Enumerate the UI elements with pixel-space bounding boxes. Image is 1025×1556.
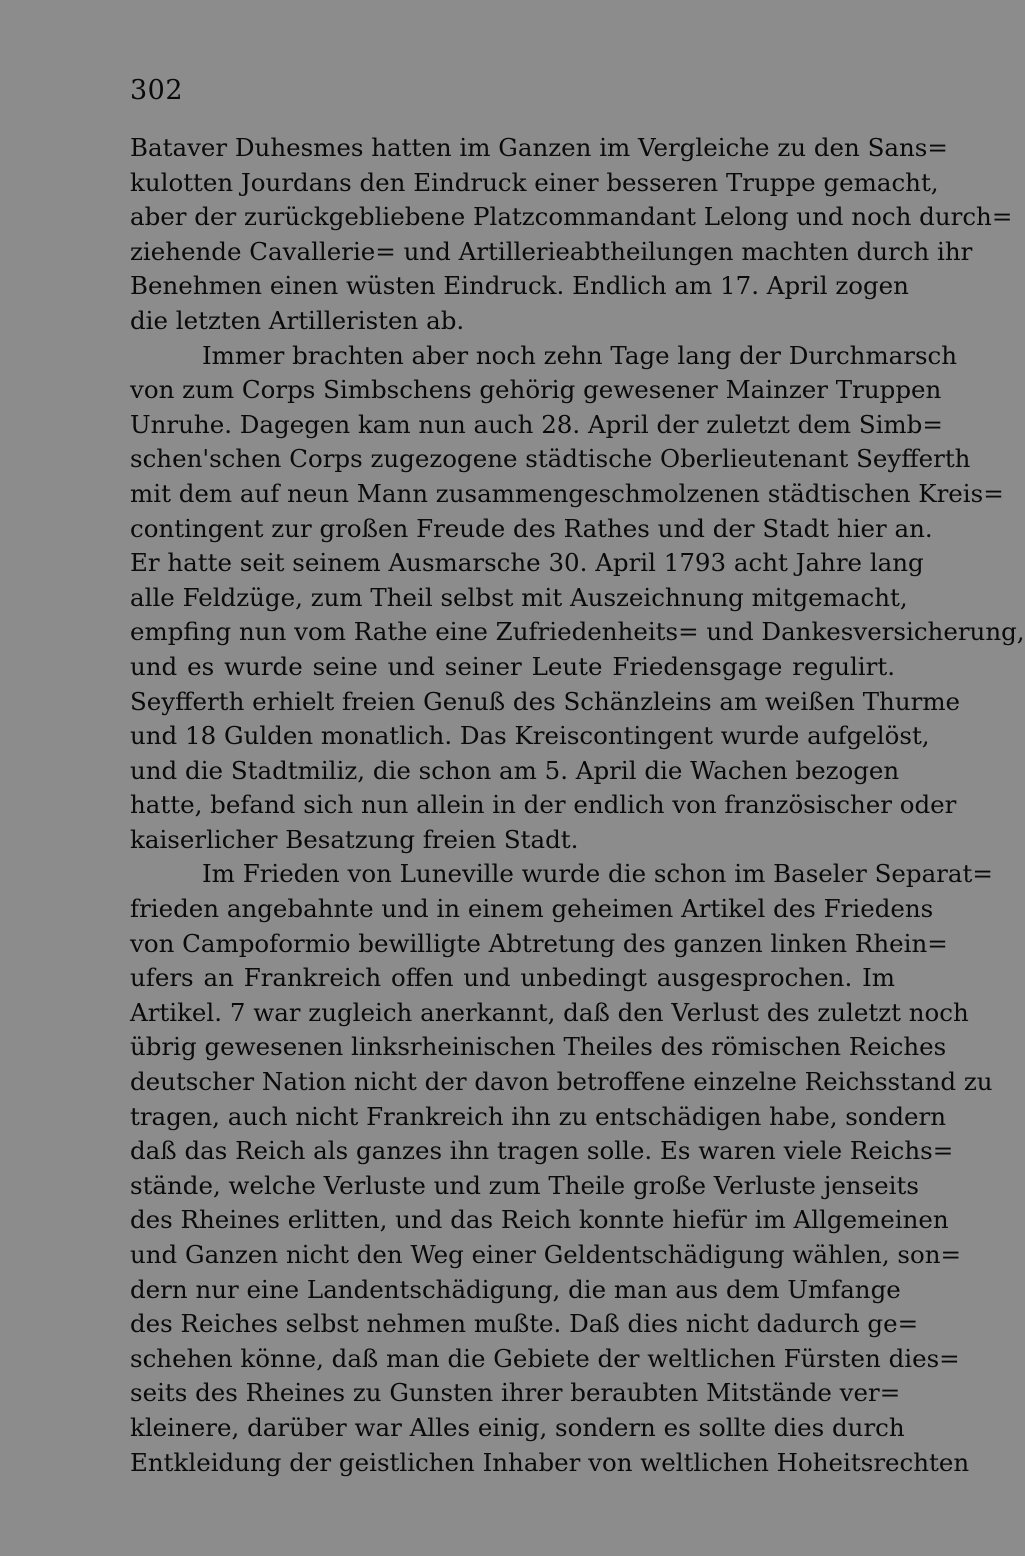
text-line: seits des Rheines zu Gunsten ihrer beraubten Mitstände ver=	[130, 1378, 901, 1408]
text-line: schehen könne, daß man die Gebiete der weltlichen Fürsten dies=	[130, 1343, 960, 1373]
text-line: Er hatte seit seinem Ausmarsche 30. April 1793 acht Jahre lang	[130, 548, 924, 578]
text-line: stände, welche Verluste und zum Theile große Verluste jenseits	[130, 1170, 919, 1200]
text-line: kaiserlicher Besatzung freien Stadt.	[130, 824, 579, 854]
text-line: und Ganzen nicht den Weg einer Geldentschädigung wählen, son=	[130, 1240, 962, 1269]
text-line: von Campoformio bewilligte Abtretung des ganzen linken Rhein=	[130, 928, 948, 958]
page-number: 302	[130, 75, 184, 106]
text-line: übrig gewesenen linksrheinischen Theiles des römischen Reiches	[130, 1032, 947, 1062]
text-line: die letzten Artilleristen ab.	[130, 305, 465, 335]
body-text	[130, 131, 1025, 1480]
text-line: frieden angebahnte und in einem geheimen Artikel des Friedens	[130, 894, 934, 924]
text-line: Artikel. 7 war zugleich anerkannt, daß den Verlust des zuletzt noch	[130, 997, 969, 1027]
text-line: schen'schen Corps zugezogene städtische Oberlieutenant Seyfferth	[130, 444, 971, 474]
text-line: und 18 Gulden monatlich. Das Kreiscontingent wurde aufgelöst,	[130, 721, 930, 751]
text-line: tragen, auch nicht Frankreich ihn zu entschädigen habe, sondern	[130, 1101, 947, 1131]
text-line: ziehende Cavallerie= und Artillerieabtheilungen machten durch ihr	[130, 236, 973, 266]
text-line: kleinere, darüber war Alles einig, sondern es sollte dies durch	[130, 1412, 905, 1442]
text-line: hatte, befand sich nun allein in der endlich von französischer oder	[130, 790, 957, 820]
text-line: Benehmen einen wüsten Eindruck. Endlich am 17. April zogen	[130, 271, 909, 301]
text-line: Im Frieden von Luneville wurde die schon im Baseler Separat=	[202, 859, 993, 889]
text-line: ufers an Frankreich offen und unbedingt ausgesprochen. Im	[130, 963, 895, 993]
text-line: dern nur eine Landentschädigung, die man aus dem Umfange	[130, 1274, 901, 1304]
text-line: alle Feldzüge, zum Theil selbst mit Auszeichnung mitgemacht,	[130, 582, 908, 612]
text-line: von zum Corps Simbschens gehörig gewesener Mainzer Truppen	[130, 375, 942, 405]
text-line: des Reiches selbst nehmen mußte. Daß dies nicht dadurch ge=	[130, 1309, 919, 1339]
text-line: contingent zur großen Freude des Rathes und der Stadt hier an.	[130, 513, 933, 543]
text-line: Entkleidung der geistlichen Inhaber von weltlichen Hoheitsrechten	[130, 1447, 970, 1477]
text-line: Bataver Duhesmes hatten im Ganzen im Vergleiche zu den Sans=	[130, 133, 948, 162]
text-line: empfing nun vom Rathe eine Zufriedenheits= und Dankesversicherung,	[130, 617, 1025, 647]
text-line: daß das Reich als ganzes ihn tragen solle. Es waren viele Reichs=	[130, 1136, 954, 1166]
text-line: Seyfferth erhielt freien Genuß des Schänzleins am weißen Thurme	[130, 686, 961, 716]
text-line: kulotten Jourdans den Eindruck einer besseren Truppe gemacht,	[130, 167, 939, 197]
text-line: deutscher Nation nicht der davon betroffene einzelne Reichsstand zu	[130, 1067, 993, 1097]
text-line: Unruhe. Dagegen kam nun auch 28. April der zuletzt dem Simb=	[130, 409, 943, 439]
text-line: und die Stadtmiliz, die schon am 5. April die Wachen bezogen	[130, 755, 900, 785]
text-line: des Rheines erlitten, und das Reich konnte hiefür im Allgemeinen	[130, 1205, 949, 1235]
text-line: mit dem auf neun Mann zusammengeschmolzenen städtischen Kreis=	[130, 478, 1004, 508]
text-line: und es wurde seine und seiner Leute Friedensgage regulirt.	[130, 651, 895, 681]
text-line: aber der zurückgebliebene Platzcommandant Lelong und noch durch=	[130, 202, 1013, 232]
text-line: Immer brachten aber noch zehn Tage lang der Durchmarsch	[202, 340, 958, 370]
